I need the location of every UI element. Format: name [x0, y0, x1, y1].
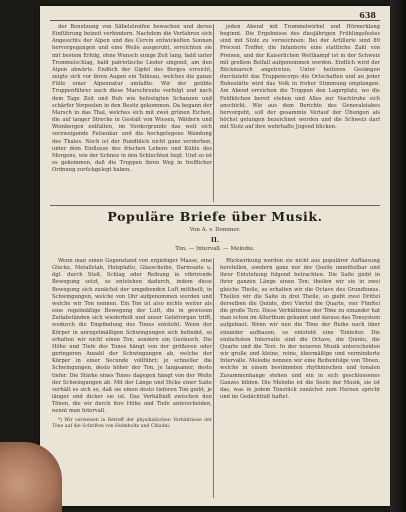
article-byline: Von A. v. Dommer.: [189, 227, 241, 233]
section-rule: [50, 205, 380, 206]
column-divider-main: [213, 258, 214, 498]
main-right-column: [220, 258, 380, 498]
footnote: *) Wir verweisen in Betreff der physikalischen Verhältnisse der Töne auf die Schriften von Helmholtz und Chladni.: [52, 418, 212, 430]
header-rule: [50, 20, 380, 21]
top-left-paragraph: der Benutzung von Säbelstreifen bewachen und deren Einführung beizeit verhindern. Nachdem die Verfahren sich Angesichts der Alpen und des Cervin entwickelten Sonnen hervorgegangen und eine Weile ausgeruht, erreichten sie mit bestem Erfolg, ohne Wunsch einige Zeit lang, bald unter Trommelschlag, bald patriotische Lieder singend, am den Alpen abwärts. Endlich der Gipfel des Berges erreicht, zeigte sich vor ihren Augen ein Tableau, welches die ganze Fülle einer Alpennatur umfaßte. Wir der geübte Truppenführer auch diese Marschroute verfolgt und nach dem Tage Zeit und Ruh wie befestigten Schanzen und schärfer Vorposten in den Besitz gekommen. Da begann der Marsch in das Thal, welches sich mit zwei grünen Eichen, die auf langer Strecke in Gestalt von Wiesen, Wäldern und Weinbergen entfalten, im Vordergrunde das weit sich verzweigende Felsenkar und die hochgelegene Wandung des Thales. Noch ist der Rundblick nicht ganz verdorben, unter dem Einflusse des frischen Lebens und Kühle des Morgens, wie der Schnee in den Schluchten liegt. Und so ist es gekommen, daß die Truppen ihren Weg in trefflicher Ordnung zurückgelegt haben.: [52, 24, 212, 174]
main-left-column: [52, 258, 212, 498]
book-gutter: [390, 0, 406, 512]
page-number: 638: [359, 10, 376, 20]
top-right-paragraph: jeden Abend mit Trommelwirbel und Hörnerklang beginnt. Die Ergebnisse des diesjährigen Frühlingsfestes sind mit Stolz zu verzeichnen: Bei der Artillerie sind 89 Procent Treffer, die Infanterie eine stattliche Zahl von Preisen, und der Kaiserlichen Wettkampf ist in der Schweiz mit großem Beifall aufgenommen worden. Endlich wird der Rückmarsch angetreten. Unter heiteren Gesängen durchzieht das Truppencorps die Ortschaften und an jeder Ruhestätte wird das Volk in froher Stimmung empfangen. Am Abend erreichen die Truppen den Lagerplatz, wo die Feldküchen bereit stehen und Alles zur Nachtruhe sich anschickt. Wie aus dem Berichte des Generalstabes hervorgeht, soll der gesammte Verlauf der Übungen als höchst gelungen bezeichnet werden und die Schweiz darf mit Stolz auf ihre wehrhafte Jugend blicken.: [220, 24, 380, 131]
article-part: II.: [210, 236, 220, 244]
book-page: [40, 6, 390, 506]
column-divider-top: [213, 24, 214, 202]
article-title: Populäre Briefe über Musik.: [107, 209, 323, 224]
main-right-paragraph: Rückwirkung werden sie nicht aus populärer Auffassung herstellen, sondern ganz nur der Quelle unmittelbar und ihrer Entstehung folgend betrachten. Die Saite giebt in ihrer ganzen Länge einen Ton; theilen wir sie in zwei gleiche Theile, so erhalten wir die Octave des Grundtones. Theilen wir die Saite in drei Theile, so giebt zwei Drittel derselben die Quinte, drei Viertel die Quarte, vier Fünftel die große Terz. Diese Verhältnisse der Töne zu einander hat man schon im Alterthum gekannt und daraus das Tonsystem aufgebaut. Wenn wir nun die Töne der Reihe nach über einander aufbauen, so entsteht eine Tonleiter. Die einfachsten Intervalle sind die Octave, die Quinte, die Quarte und die Terz. In der neueren Musik unterscheiden wir große und kleine, reine, übermäßige und verminderte Intervalle. Melodie nennen wir eine Reihenfolge von Tönen, welche in einem bestimmten rhythmischen und tonalen Zusammenhange stehen und ein in sich geschlossenes Ganzes bilden. Die Melodie ist die Seele der Musik, sie ist das, was in jedem Tonstück zunächst zum Herzen spricht und im Gedächtniß haftet.: [220, 258, 380, 400]
top-left-column: [52, 24, 212, 202]
main-left-paragraph: Wenn man einen Gegenstand von ergiebiger Masse, eine Glocke, Metallstab, Holzplatte, Glasscheibe, Darmsaite u. dgl. durch Stoß, Schlag oder Reibung in vibrirende Bewegung setzt, so entstehen dadurch, indem diese Bewegung sich zunächst der umgebenden Luft mittheilt, in Schwingungen, welche von Ohr aufgenommen werden und welche wir Ton nennen. Ein Ton ist also nichts weiter als eine regelmäßige Bewegung der Luft, die in gewissen Zeitabständen sich wiederholt und unser Gehörorgan trifft, wodurch die Empfindung des Tones entsteht. Wenn der Körper in unregelmäßigen Schwingungen sich befindet, so erhalten wir nicht einen Ton, sondern ein Geräusch. Die Höhe und Tiefe des Tones hängt von der größeren oder geringeren Anzahl der Schwingungen ab, welche der Körper in einer Secunde vollführt; je schneller die Schwingungen, desto höher der Ton, je langsamer, desto tiefer. Die Stärke eines Tones dagegen hängt von der Weite der Schwingungen ab. Mit der Länge und Dicke einer Saite verhält es sich so, daß sie einen desto tieferen Ton giebt, je länger und dicker sie ist. Das Verhältniß zwischen den Tönen, die wir durch ihre Höhe und Tiefe unterscheiden, nennt man Intervall.: [52, 258, 212, 415]
top-right-column: [220, 24, 380, 202]
article-subtitle: Ton. — Intervall. — Melodie.: [175, 246, 255, 252]
